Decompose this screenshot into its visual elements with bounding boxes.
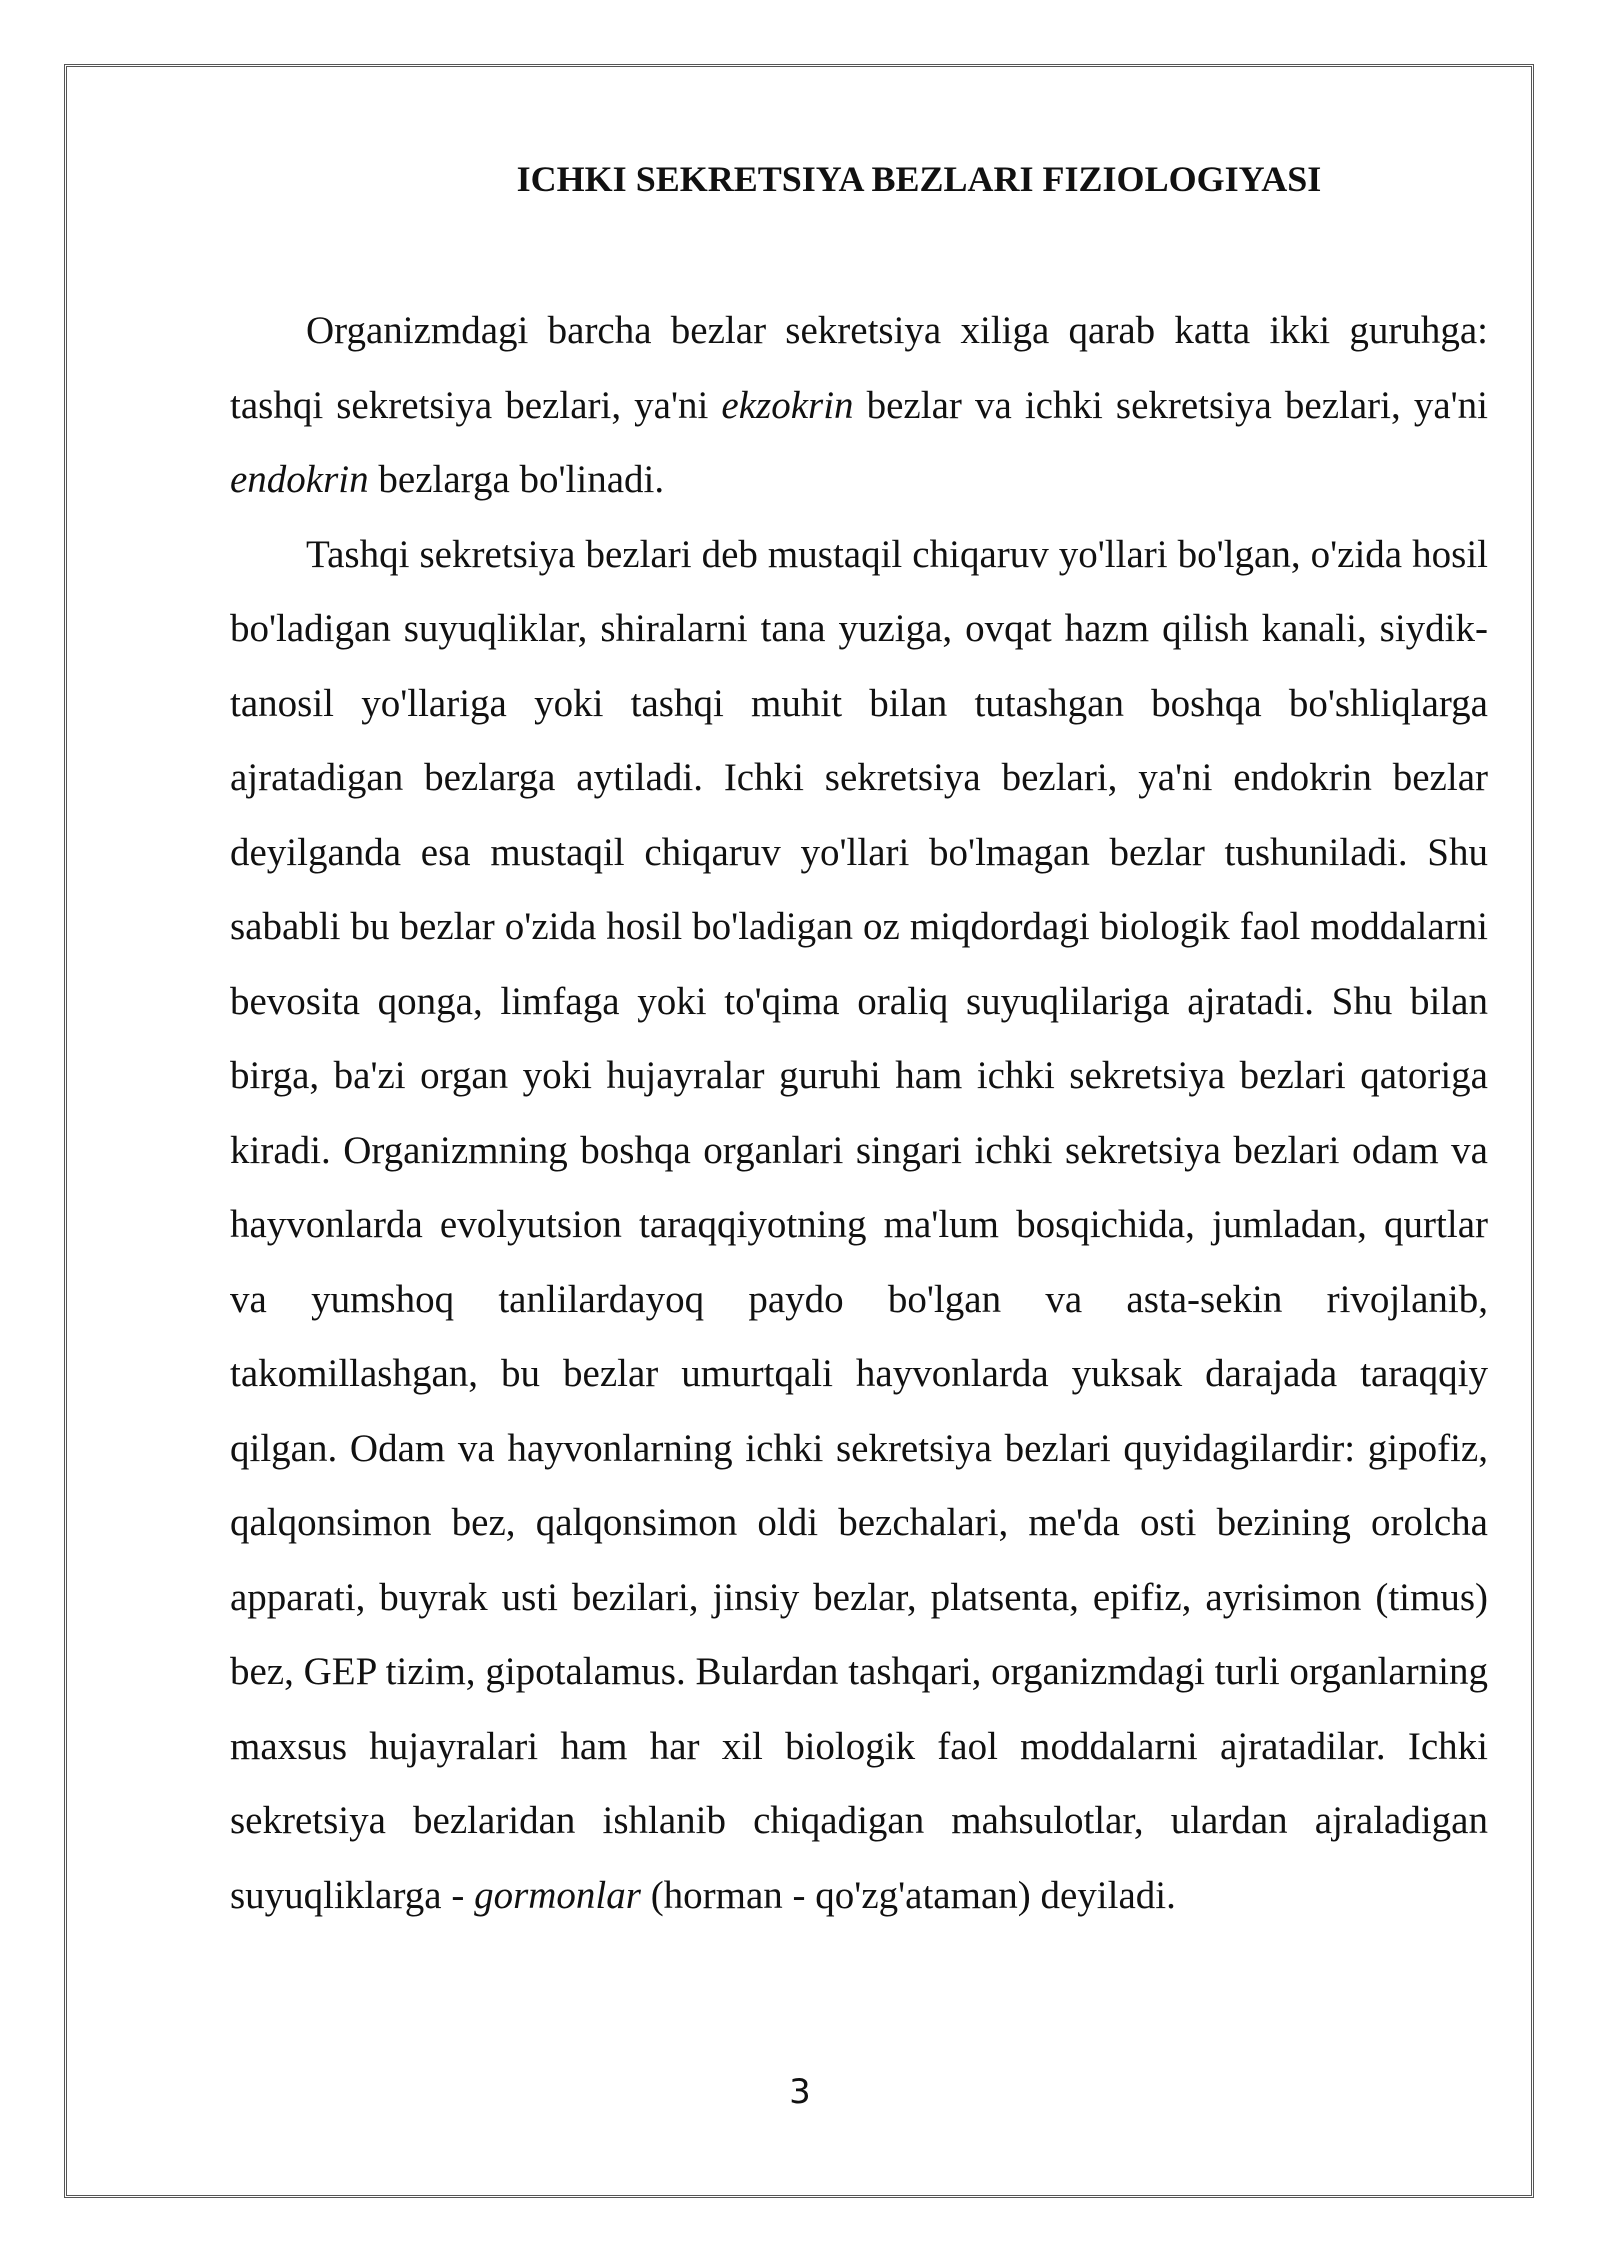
paragraph-2-text-a: Tashqi sekretsiya bezlari deb mustaqil chiqaruv yo'llari bo'lgan, o'zida hosil bo'ladigan suyuqliklar, shiralarni tana yuziga, ovqat hazm qilish kanali, siydik-tanosil yo'llariga yoki tashqi muhit bilan tutashgan boshqa bo'shliqlarga ajratadigan bezlarga aytiladi. Ichki sekretsiya bezlari, ya'ni endokrin bezlar deyilganda esa mustaqil chiqaruv yo'llari bo'lmagan bezlar tushuniladi. Shu sababli bu bezlar o'zida hosil bo'ladigan oz miqdordagi biologik faol moddalarni bevosita qonga, limfaga yoki to'qima oraliq suyuqlilariga ajratadi. Shu bilan birga, ba'zi organ yoki hujayralar guruhi ham ichki sekretsiya bezlari qatoriga kiradi. Organizmning boshqa organlari singari ichki sekretsiya bezlari odam va hayvonlarda evolyutsion taraqqiyotning ma'lum bosqichida, jumladan, qurtlar va yumshoq tanlilardayoq paydo bo'lgan va asta-sekin rivojlanib, takomillashgan, bu bezlar umurtqali hayvonlarda yuksak darajada taraqqiy qilgan. Odam va hayvonlarning ichki sekretsiya bezlari quyidagilardir: gipofiz, qalqonsimon bez, qalqonsimon oldi bezchalari, me'da osti bezining orolcha apparati, buyrak usti bezilari, jinsiy bezlar, platsenta, epifiz, ayrisimon (timus) bez, GEP tizim, gipotalamus. Bulardan tashqari, organizmdagi turli organlarning maxsus hujayralari ham har xil biologik faol moddalarni ajratadilar. Ichki sekretsiya bezlaridan ishlanib chiqadigan mahsulotlar, ulardan ajraladigan suyuqliklarga - bbox=[230, 532, 1488, 1917]
document-body bbox=[230, 150, 1488, 1933]
term-gormonlar: gormonlar bbox=[474, 1873, 641, 1917]
term-ekzokrin: ekzokrin bbox=[721, 383, 854, 427]
document-title: ICHKI SEKRETSIYA BEZLARI FIZIOLOGIYASI bbox=[516, 159, 1322, 199]
paragraph-1-text-a: Organizmdagi barcha bezlar sekretsiya xiliga qarab katta ikki guruhga: tashqi sekretsiya bezlari, ya'ni bbox=[230, 309, 1488, 427]
paragraph-2 bbox=[230, 518, 1488, 1934]
paragraph-1-text-b: bezlar va ichki sekretsiya bezlari, ya'ni bbox=[853, 383, 1488, 427]
term-endokrin: endokrin bbox=[230, 458, 369, 501]
paragraph-1-text-c: bezlarga bo'linadi. bbox=[368, 458, 665, 501]
paragraph-1 bbox=[230, 294, 1488, 518]
page-number: 3 bbox=[789, 2072, 811, 2112]
paragraph-2-text-b: (horman - qo'zg'ataman) deyiladi. bbox=[640, 1873, 1176, 1917]
